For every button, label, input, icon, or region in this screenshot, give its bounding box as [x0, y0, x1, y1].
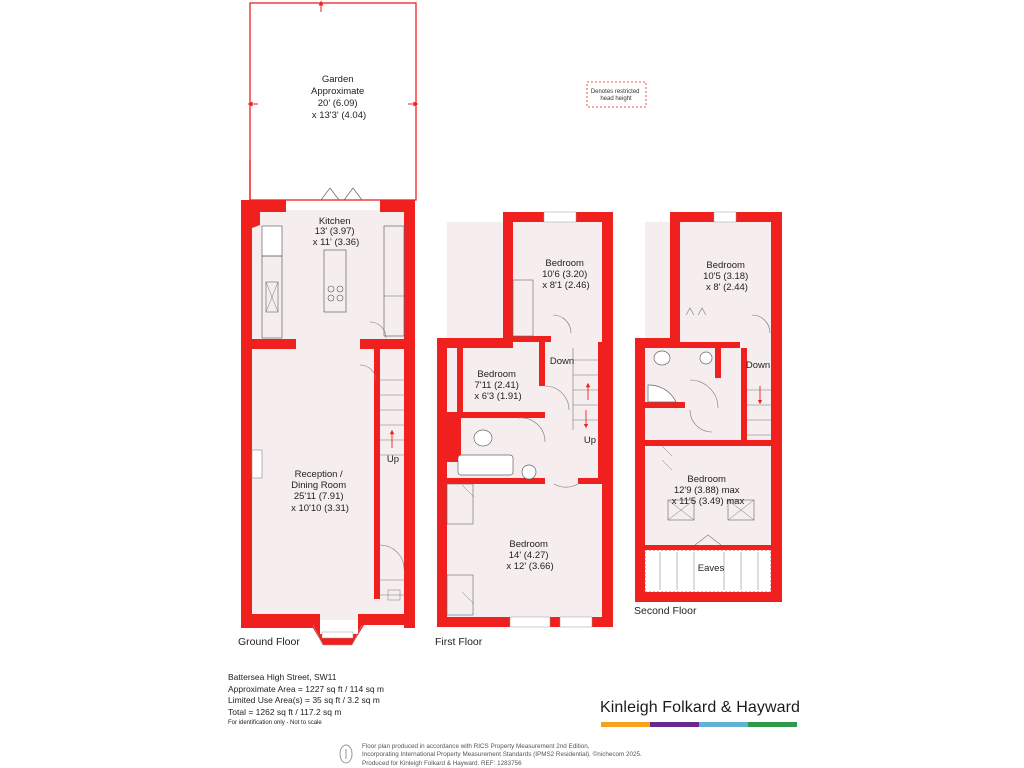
brand-bar-purple [650, 722, 699, 727]
second-floor-label: Second Floor [634, 605, 697, 617]
footer-line-3: Produced for Kinleigh Folkard & Hayward. REF: 1283756 [362, 759, 522, 767]
brand-name: Kinleigh Folkard & Hayward [600, 699, 801, 716]
first-floor-front-bedroom-label: Bedroom 14' (4.27) x 12' (3.66) [506, 539, 554, 572]
eaves-label: Eaves [697, 563, 725, 574]
ground-floor-label: Ground Floor [238, 636, 300, 648]
second-floor-back-bedroom-label: Bedroom 10'5 (3.18) x 8' (2.44) [703, 260, 749, 293]
approx-area: Approximate Area = 1227 sq ft / 114 sq m [228, 683, 385, 694]
nichecom-logo-icon [339, 744, 353, 764]
disclaimer: For identification only - Not to scale [228, 720, 322, 726]
property-info [228, 672, 384, 728]
first-floor-label: First Floor [435, 636, 483, 648]
first-floor-small-bedroom-label: Bedroom 7'11 (2.41) x 6'3 (1.91) [474, 369, 522, 402]
second-floor-front-bedroom-label: Bedroom 12'9 (3.88) max x 11'5 (3.49) max [671, 474, 745, 507]
footer-line-2: Incorporating International Property Measurement Standards (IPMS2 Residential). ©nichecom 2025. [362, 751, 642, 759]
stairs-down-label-second: Down [745, 360, 771, 371]
total-area: Total = 1262 sq ft / 117.2 sq m [228, 706, 342, 717]
stairs-up-label-first: Up [583, 435, 597, 446]
brand-bar-orange [601, 722, 650, 727]
ground-floor-plan [241, 188, 415, 645]
kitchen-label: Kitchen 13' (3.97) x 11' (3.36) [312, 216, 360, 248]
legend-text: Denotes restricted head height [590, 89, 640, 102]
reception-label: Reception / Dining Room 25'11 (7.91) x 10'10 (3.31) [291, 469, 349, 514]
limited-use-area: Limited Use Area(s) = 35 sq ft / 3.2 sq m [228, 695, 380, 705]
stairs-down-label-first: Down [549, 356, 575, 367]
brand-color-bars [601, 722, 797, 727]
address: Battersea High Street, SW11 [228, 672, 337, 682]
footer-credits [362, 743, 642, 768]
footer-line-1: Floor plan produced in accordance with RICS Property Measurement 2nd Edition, [362, 743, 590, 750]
stairs-up-label-ground: Up [386, 454, 400, 465]
garden-label: Garden Approximate 20' (6.09) x 13'3' (4.04) [311, 74, 367, 121]
first-floor-back-bedroom-label: Bedroom 10'6 (3.20) x 8'1 (2.46) [542, 258, 590, 291]
brand-bar-blue [699, 722, 748, 727]
brand-bar-green [748, 722, 797, 727]
